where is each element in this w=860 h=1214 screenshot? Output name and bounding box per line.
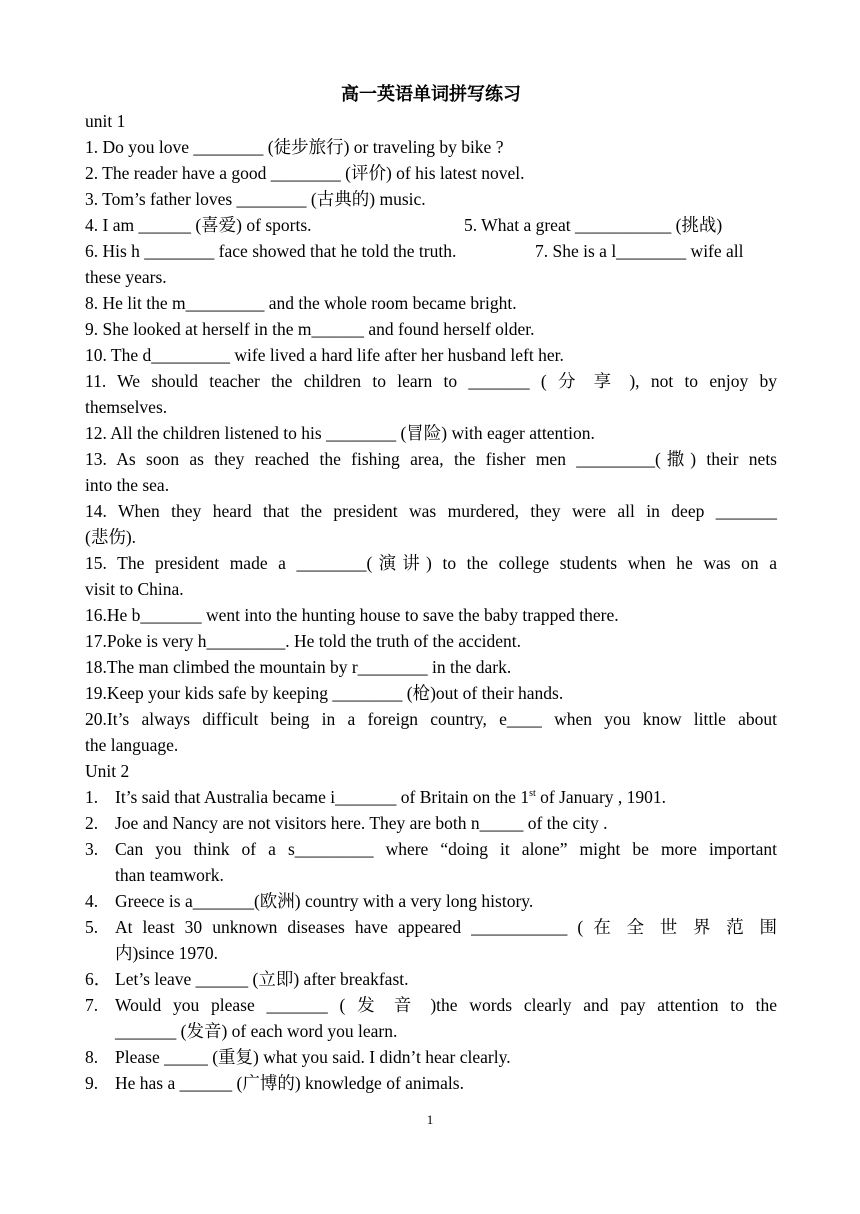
question-text: Greece is a_______(欧洲) country with a very long history. [115,891,534,911]
unit1-question-7: 7. She is a l________ wife all [535,241,744,261]
question-number: 7. [85,995,99,1015]
unit1-question-12: 12. All the children listened to his ________ (冒险) with eager attention. [85,423,595,443]
question-text: Can you think of a s_________ where “doing it alone” might be more important [115,839,777,859]
page-title: 高一英语单词拼写练习 [341,84,521,104]
unit1-question-11-cont: themselves. [85,397,168,417]
unit1-question-19: 19.Keep your kids safe by keeping ________ (枪)out of their hands. [85,683,564,703]
unit2-question-9 [85,1070,777,1096]
unit2-question-3 [85,836,777,862]
worksheet-page [85,80,777,1096]
unit1-question-14: 14. When they heard that the president was murdered, they were all in deep _______ [85,501,777,521]
unit1-question-11: 11. We should teacher the children to learn to _______ ( 分 享 ), not to enjoy by [85,371,777,391]
question-text: Would you please _______ ( 发 音 )the words clearly and pay attention to the [115,995,777,1015]
page-number: 1 [426,1112,434,1127]
unit2-question-4 [85,888,777,914]
question-number: 8. [85,1047,99,1067]
unit1-question-7-cont: these years. [85,267,167,287]
unit2-question-7 [85,992,777,1018]
question-number: 6． [85,969,112,989]
question-text [115,784,777,810]
question-number: 2. [85,813,99,833]
unit1-question-17: 17.Poke is very h_________. He told the truth of the accident. [85,631,521,651]
unit2-question-5-cont: 内)since 1970. [115,943,219,963]
unit1-row-6-7 [85,238,777,264]
unit1-question-20: 20.It’s always difficult being in a foreign country, e____ when you know little about [85,709,777,729]
unit1-question-14-cont: (悲伤). [85,527,137,547]
unit2-heading: Unit 2 [85,761,130,781]
question-number: 4. [85,891,99,911]
question-text: Joe and Nancy are not visitors here. They are both n_____ of the city . [115,813,608,833]
question-text: He has a ______ (广博的) knowledge of animals. [115,1073,464,1093]
unit2-question-1 [85,784,777,810]
unit1-question-2: 2. The reader have a good ________ (评价) of his latest novel. [85,163,525,183]
unit1-question-18: 18.The man climbed the mountain by r________ in the dark. [85,657,512,677]
question-text: Let’s leave ______ (立即) after breakfast. [115,969,409,989]
unit2-question-5 [85,914,777,940]
unit1-question-4: 4. I am ______ (喜爱) of sports. [85,215,312,235]
question-number: 9. [85,1073,99,1093]
unit1-question-20-cont: the language. [85,735,179,755]
ordinal-suffix: st [529,788,536,800]
unit1-question-5: 5. What a great ___________ (挑战) [464,215,723,235]
question-number: 3. [85,839,99,859]
unit2-question-6 [85,966,777,992]
question-text: At least 30 unknown diseases have appeared ___________ ( 在 全 世 界 范 围 [115,917,777,937]
question-text: Please _____ (重复) what you said. I didn’t hear clearly. [115,1047,511,1067]
unit1-question-13-cont: into the sea. [85,475,170,495]
unit1-question-3: 3. Tom’s father loves ________ (古典的) music. [85,189,426,209]
unit2-question-7-cont: _______ (发音) of each word you learn. [115,1021,398,1041]
unit1-row-4-5 [85,212,777,238]
unit1-question-10: 10. The d_________ wife lived a hard life after her husband left her. [85,345,564,365]
unit2-question-2 [85,810,777,836]
unit2-question-3-cont: than teamwork. [115,865,224,885]
unit1-question-15-cont: visit to China. [85,579,184,599]
question-text-part: It’s said that Australia became i_______ of Britain on the 1 [115,787,530,807]
unit1-heading: unit 1 [85,111,126,131]
question-number: 1. [85,787,99,807]
unit1-question-1: 1. Do you love ________ (徒步旅行) or traveling by bike ? [85,137,504,157]
question-number: 5. [85,917,99,937]
unit1-question-16: 16.He b_______ went into the hunting house to save the baby trapped there. [85,605,619,625]
unit1-question-9: 9. She looked at herself in the m______ and found herself older. [85,319,535,339]
unit1-question-6: 6. His h ________ face showed that he told the truth. [85,241,457,261]
unit1-question-13: 13. As soon as they reached the fishing area, the fisher men _________(撒) their nets [85,449,777,469]
unit1-question-8: 8. He lit the m_________ and the whole room became bright. [85,293,517,313]
unit2-question-8 [85,1044,777,1070]
unit1-question-15: 15. The president made a ________(演讲) to the college students when he was on a [85,553,777,573]
question-text-part: of January , 1901. [535,787,667,807]
